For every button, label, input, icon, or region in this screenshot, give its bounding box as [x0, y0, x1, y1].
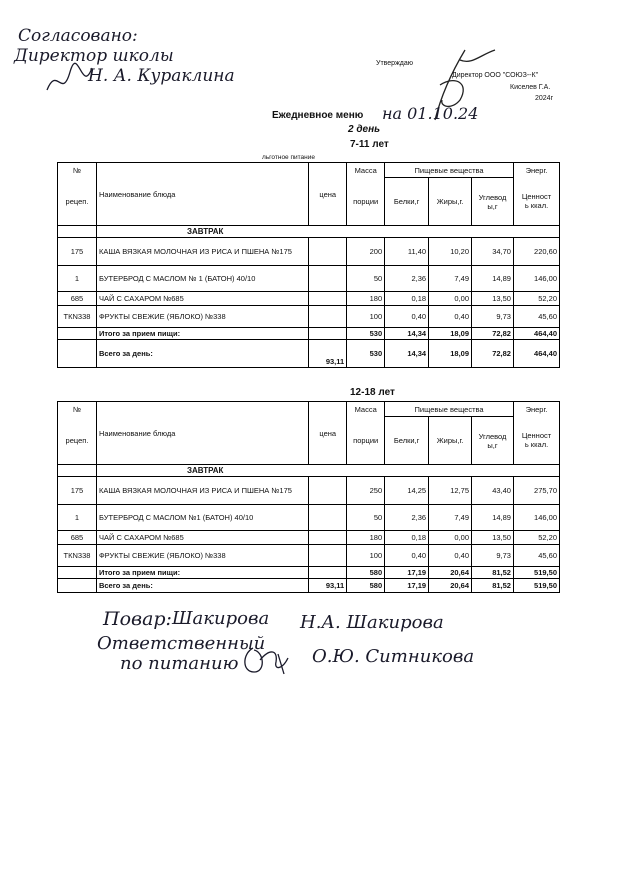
row-price: [309, 306, 347, 328]
menu-table-7-11: [57, 162, 560, 368]
col-carbs: [472, 178, 514, 226]
total-blank: [58, 579, 97, 593]
col-value-line1: Ценност: [521, 431, 552, 441]
subtotal-blank: [58, 328, 97, 340]
col-portion: порции: [347, 178, 385, 226]
col-nutrients: Пищевые вещества: [385, 163, 514, 178]
row-mass: 50: [347, 505, 385, 531]
row-name: БУТЕРБРОД С МАСЛОМ №1 (БАТОН) 40/10: [96, 505, 308, 531]
total-blank: [58, 340, 97, 368]
col-value-line1: Ценност: [521, 192, 552, 202]
subtotal-protein: 14,34: [385, 328, 429, 340]
approve-name: Киселев Г.А.: [510, 84, 551, 91]
row-carbs: 13,50: [472, 531, 514, 545]
subtotal-carbs: 72,82: [472, 328, 514, 340]
total-carbs: 72,82: [472, 340, 514, 368]
row-name: ФРУКТЫ СВЕЖИЕ (ЯБЛОКО) №338: [96, 306, 308, 328]
row-name: ЧАЙ С САХАРОМ №685: [96, 292, 308, 306]
table-row: [58, 477, 560, 505]
col-num: №: [58, 402, 97, 417]
total-fat: 20,64: [429, 579, 472, 593]
table-row: [58, 545, 560, 567]
total-row: [58, 579, 560, 593]
col-value: [513, 417, 559, 465]
subtotal-row: [58, 328, 560, 340]
col-protein: Белки,г: [385, 417, 429, 465]
row-carbs: 13,50: [472, 292, 514, 306]
row-mass: 180: [347, 531, 385, 545]
age-group-1: 7-11 лет: [350, 139, 389, 150]
row-fat: 0,00: [429, 292, 472, 306]
total-protein: 14,34: [385, 340, 429, 368]
row-energy: 45,60: [513, 306, 559, 328]
subtotal-blank: [58, 567, 97, 579]
row-price: [309, 477, 347, 505]
subtotal-fat: 18,09: [429, 328, 472, 340]
table-row: [58, 306, 560, 328]
row-recipe: 685: [58, 292, 97, 306]
row-mass: 180: [347, 292, 385, 306]
col-value-line2: ь ккал.: [524, 440, 549, 450]
row-mass: 50: [347, 266, 385, 292]
row-energy: 52,20: [513, 292, 559, 306]
row-energy: 146,00: [513, 505, 559, 531]
col-nutrients: Пищевые вещества: [385, 402, 514, 417]
approval-left-line1: Согласовано:: [18, 26, 138, 46]
row-carbs: 9,73: [472, 545, 514, 567]
row-recipe: 175: [58, 477, 97, 505]
col-carbs-line2: ы,г: [487, 440, 498, 450]
col-carbs-line1: Углевод: [478, 192, 507, 202]
row-fat: 7,49: [429, 505, 472, 531]
row-name: КАША ВЯЗКАЯ МОЛОЧНАЯ ИЗ РИСА И ПШЕНА №175: [96, 238, 308, 266]
row-name: ЧАЙ С САХАРОМ №685: [96, 531, 308, 545]
row-price: [309, 545, 347, 567]
subtotal-energy: 519,50: [513, 567, 559, 579]
row-energy: 52,20: [513, 531, 559, 545]
subtotal-fat: 20,64: [429, 567, 472, 579]
approve-label: Утверждаю: [376, 60, 413, 67]
col-recipe: рецеп.: [58, 417, 97, 465]
col-value-line2: ь ккал.: [524, 201, 549, 211]
row-mass: 100: [347, 545, 385, 567]
row-fat: 10,20: [429, 238, 472, 266]
row-recipe: 1: [58, 266, 97, 292]
subtotal-price: [309, 328, 347, 340]
subtotal-row: [58, 567, 560, 579]
table-row: [58, 292, 560, 306]
table-row: [58, 238, 560, 266]
col-num: №: [58, 163, 97, 178]
row-fat: 7,49: [429, 266, 472, 292]
col-carbs-line1: Углевод: [478, 431, 507, 441]
row-energy: 275,70: [513, 477, 559, 505]
col-name: Наименование блюда: [96, 402, 308, 465]
row-price: [309, 531, 347, 545]
row-protein: 0,40: [385, 545, 429, 567]
total-mass: 580: [347, 579, 385, 593]
col-name: Наименование блюда: [96, 163, 308, 226]
responsible-label-2: по питанию: [120, 653, 239, 674]
cook-name: Н.А. Шакирова: [300, 612, 444, 633]
total-fat: 18,09: [429, 340, 472, 368]
col-price: цена: [309, 163, 347, 226]
row-carbs: 43,40: [472, 477, 514, 505]
row-name: БУТЕРБРОД С МАСЛОМ № 1 (БАТОН) 40/10: [96, 266, 308, 292]
row-fat: 0,00: [429, 531, 472, 545]
row-mass: 250: [347, 477, 385, 505]
row-energy: 45,60: [513, 545, 559, 567]
row-protein: 2,36: [385, 266, 429, 292]
col-fat: Жиры,г.: [429, 417, 472, 465]
col-portion: порции: [347, 417, 385, 465]
row-recipe: 175: [58, 238, 97, 266]
row-fat: 12,75: [429, 477, 472, 505]
col-mass: Масса: [347, 163, 385, 178]
table-row: [58, 531, 560, 545]
col-value: [513, 178, 559, 226]
subtotal-mass: 580: [347, 567, 385, 579]
row-protein: 0,40: [385, 306, 429, 328]
total-energy: 464,40: [513, 340, 559, 368]
row-carbs: 9,73: [472, 306, 514, 328]
row-protein: 2,36: [385, 505, 429, 531]
total-mass: 530: [347, 340, 385, 368]
row-recipe: 1: [58, 505, 97, 531]
approve-position: Директор ООО "СОЮЗ--К": [452, 72, 539, 79]
cook-signature: Шакирова: [172, 608, 270, 629]
col-energy: Энерг.: [513, 402, 559, 417]
cook-label: Повар:: [103, 608, 172, 630]
subtotal-label: Итого за прием пищи:: [96, 567, 308, 579]
day-label: 2 день: [348, 124, 381, 135]
row-energy: 220,60: [513, 238, 559, 266]
menu-date: на 01.10.24: [382, 104, 479, 123]
subtotal-carbs: 81,52: [472, 567, 514, 579]
section-blank-cell: [58, 465, 97, 477]
approval-left-line2: Директор школы: [14, 46, 174, 66]
subtotal-protein: 17,19: [385, 567, 429, 579]
section-breakfast: ЗАВТРАК: [96, 226, 559, 238]
subtotal-energy: 464,40: [513, 328, 559, 340]
row-mass: 100: [347, 306, 385, 328]
approve-year: 2024г: [535, 95, 554, 102]
row-carbs: 14,89: [472, 266, 514, 292]
row-fat: 0,40: [429, 545, 472, 567]
col-carbs-line2: ы,г: [487, 201, 498, 211]
total-energy: 519,50: [513, 579, 559, 593]
row-protein: 0,18: [385, 292, 429, 306]
row-recipe: ТКN338: [58, 545, 97, 567]
age-group-2: 12-18 лет: [350, 387, 395, 398]
col-recipe: рецеп.: [58, 178, 97, 226]
row-fat: 0,40: [429, 306, 472, 328]
row-name: ФРУКТЫ СВЕЖИЕ (ЯБЛОКО) №338: [96, 545, 308, 567]
col-fat: Жиры,г.: [429, 178, 472, 226]
subtotal-mass: 530: [347, 328, 385, 340]
menu-title: Ежедневное меню: [272, 110, 364, 121]
row-energy: 146,00: [513, 266, 559, 292]
responsible-label-1: Ответственный: [97, 633, 266, 654]
row-protein: 0,18: [385, 531, 429, 545]
col-carbs: [472, 417, 514, 465]
responsible-signature: [238, 640, 298, 680]
col-price: цена: [309, 402, 347, 465]
row-price: [309, 238, 347, 266]
row-carbs: 14,89: [472, 505, 514, 531]
total-row: [58, 340, 560, 368]
responsible-name: О.Ю. Ситникова: [312, 646, 475, 667]
row-mass: 200: [347, 238, 385, 266]
row-protein: 14,25: [385, 477, 429, 505]
col-energy: Энерг.: [513, 163, 559, 178]
col-mass: Масса: [347, 402, 385, 417]
subtotal-label: Итого за прием пищи:: [96, 328, 308, 340]
col-protein: Белки,г: [385, 178, 429, 226]
table-row: [58, 505, 560, 531]
row-price: [309, 505, 347, 531]
director-signature-left: [42, 60, 102, 100]
menu-table-12-18: [57, 401, 560, 593]
subtotal-price: [309, 567, 347, 579]
row-recipe: ТКN338: [58, 306, 97, 328]
table-row: [58, 266, 560, 292]
row-recipe: 685: [58, 531, 97, 545]
row-protein: 11,40: [385, 238, 429, 266]
total-price: 93,11: [309, 340, 347, 368]
section-breakfast: ЗАВТРАК: [96, 465, 559, 477]
row-name: КАША ВЯЗКАЯ МОЛОЧНАЯ ИЗ РИСА И ПШЕНА №175: [96, 477, 308, 505]
row-price: [309, 266, 347, 292]
row-carbs: 34,70: [472, 238, 514, 266]
total-price: 93,11: [309, 579, 347, 593]
total-carbs: 81,52: [472, 579, 514, 593]
total-protein: 17,19: [385, 579, 429, 593]
section-blank-cell: [58, 226, 97, 238]
approval-left-line3: Н. А. Кураклина: [88, 66, 235, 86]
total-label: Всего за день:: [96, 340, 308, 368]
row-price: [309, 292, 347, 306]
preferential-label: льготное питание: [262, 154, 315, 161]
total-label: Всего за день:: [96, 579, 308, 593]
